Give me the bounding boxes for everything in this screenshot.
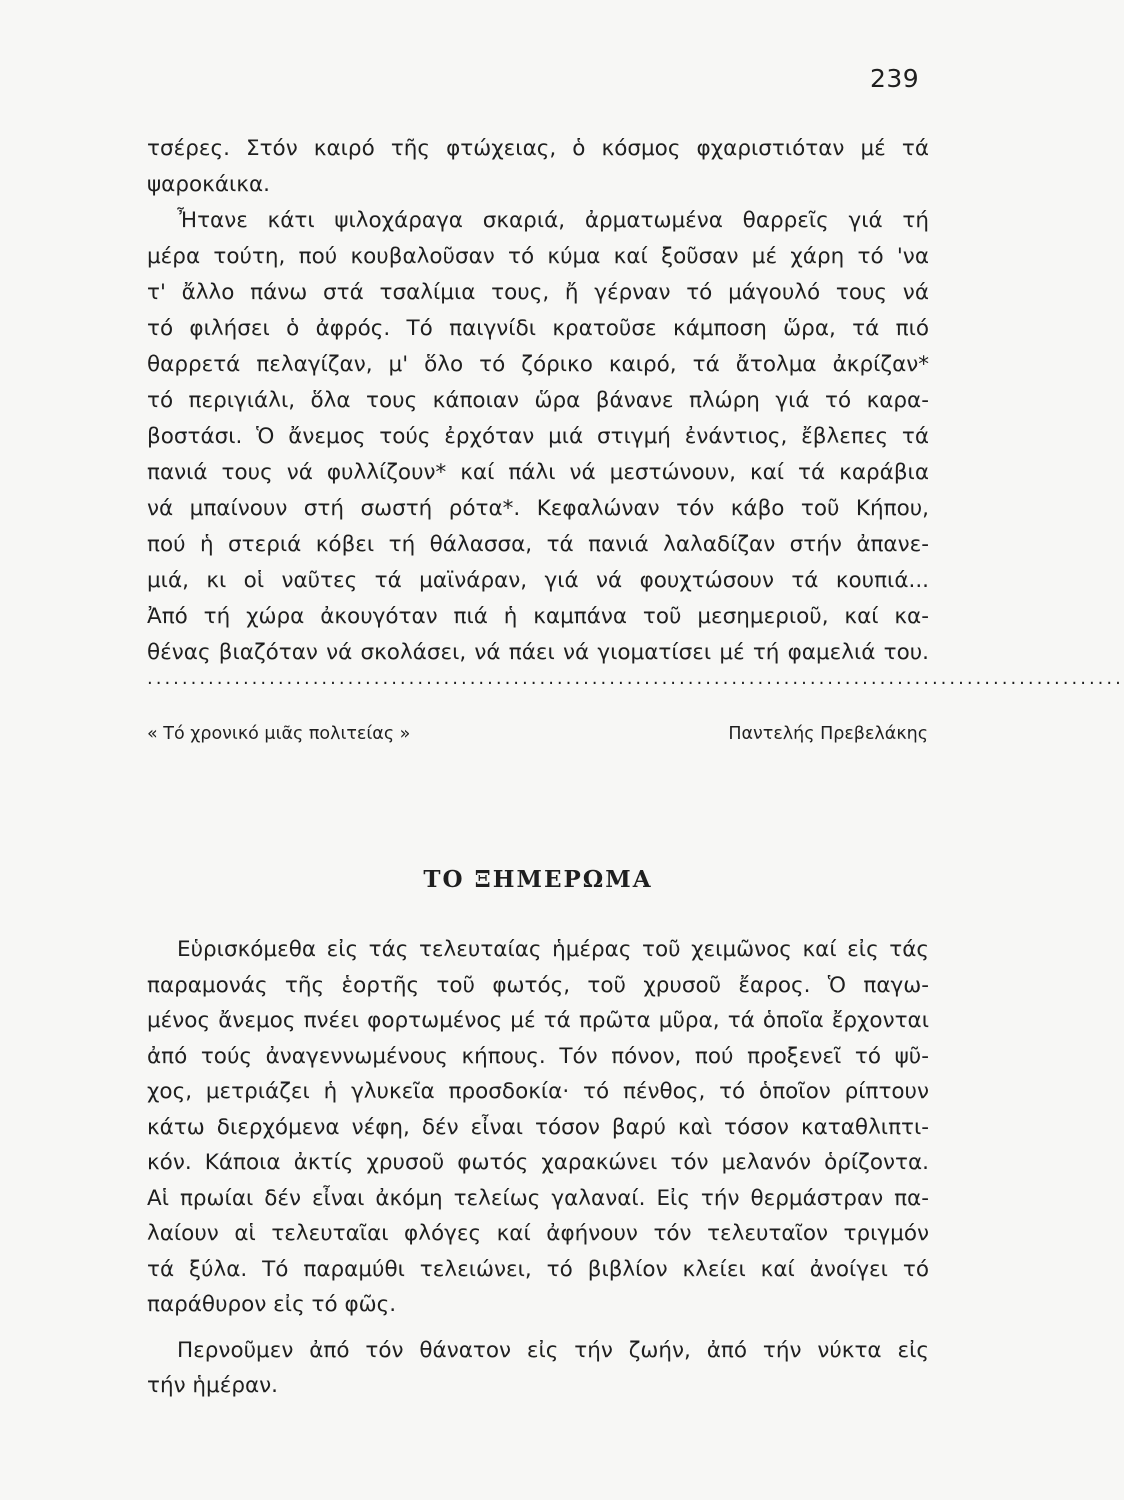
text-line: Εὑρισκόμεθα εἰς τάς τελευταίας ἡμέρας τοῦ χειμῶνος καί εἰς τάς xyxy=(177,937,929,962)
text-line: τά ξύλα. Τό παραμύθι τελειώνει, τό βιβλίον κλείει καί ἀνοίγει τό xyxy=(147,1256,929,1282)
text-line: τήν ἡμέραν. xyxy=(147,1373,279,1398)
author-name: Παντελής Πρεβελάκης xyxy=(728,724,928,744)
text-line: ἀπό τούς ἀναγεννωμένους κήπους. Τόν πόνον, πού προξενεῖ τό ψῦ- xyxy=(147,1043,929,1069)
text-line: παράθυρον εἰς τό φῶς. xyxy=(147,1292,397,1317)
text-line: θαρρετά πελαγίζαν, μ' ὅλο τό ζόρικο καιρό, τά ἄτολμα ἀκρίζαν* xyxy=(147,352,929,377)
text-line: ψαροκάικα. xyxy=(147,172,270,197)
text-line: πού ἡ στεριά κόβει τή θάλασσα, τά πανιά λαλαδίζαν στήν ἀπανε- xyxy=(147,532,929,557)
text-line: βοστάσι. Ὁ ἄνεμος τούς ἐρχόταν μιά στιγμή ἐνάντιος, ἔβλεπες τά xyxy=(147,424,929,449)
text-line: τσέρες. Στόν καιρό τῆς φτώχειας, ὁ κόσμος φχαριστιόταν μέ τά xyxy=(147,136,929,161)
section-title: ΤΟ ΞΗΜΕΡΩΜΑ xyxy=(423,866,653,893)
text-line: θένας βιαζόταν νά σκολάσει, νά πάει νά γιοματίσει μέ τή φαμελιά του. xyxy=(147,640,929,665)
text-line: μιά, κι οἱ ναῦτες τά μαϊνάραν, γιά νά φουχτώσουν τά κουπιά... xyxy=(147,568,929,593)
text-line: λαίουν αἱ τελευταῖαι φλόγες καί ἀφήνουν τόν τελευταῖον τριγμόν xyxy=(147,1221,929,1246)
text-line: μένος ἄνεμος πνέει φορτωμένος μέ τά πρῶτα μῦρα, τά ὁποῖα ἔρχονται xyxy=(147,1008,929,1033)
text-line: Ἀπό τή χώρα ἀκουγόταν πιά ἡ καμπάνα τοῦ μεσημεριοῦ, καί κα- xyxy=(147,604,929,629)
text-line: χος, μετριάζει ἡ γλυκεῖα προσδοκία· τό πένθος, τό ὁποῖον ρίπτουν xyxy=(147,1079,929,1104)
text-line: Αἱ πρωίαι δέν εἶναι ἀκόμη τελείως γαλαναί. Εἰς τήν θερμάστραν πα- xyxy=(147,1185,929,1211)
text-line: μέρα τούτη, πού κουβαλοῦσαν τό κύμα καί ξοῦσαν μέ χάρη τό 'να xyxy=(147,244,929,269)
text-line: κόν. Κάποια ἀκτίς χρυσοῦ φωτός χαρακώνει τόν μελανόν ὁρίζοντα. xyxy=(147,1150,929,1175)
passage-two xyxy=(147,932,929,1404)
ellipsis-separator: ................................................................................................................ xyxy=(147,668,1124,689)
text-line: παραμονάς τῆς ἑορτῆς τοῦ φωτός, τοῦ χρυσοῦ ἔαρος. Ὁ παγω- xyxy=(147,972,929,998)
passage-one xyxy=(147,131,929,671)
text-line: νά μπαίνουν στή σωστή ρότα*. Κεφαλώναν τόν κάβο τοῦ Κήπου, xyxy=(147,496,929,521)
paragraph-gap xyxy=(147,1323,929,1333)
text-line: πανιά τους νά φυλλίζουν* καί πάλι νά μεστώνουν, καί τά καράβια xyxy=(147,460,929,485)
text-line: τ' ἄλλο πάνω στά τσαλίμια τους, ἤ γέρναν τό μάγουλό τους νά xyxy=(147,280,929,305)
text-line: Ἦτανε κάτι ψιλοχάραγα σκαριά, ἀρματωμένα θαρρεῖς γιά τή xyxy=(177,208,929,233)
page-number: 239 xyxy=(870,64,920,93)
text-line: τό φιλήσει ὁ ἀφρός. Τό παιγνίδι κρατοῦσε κάμποση ὥρα, τά πιό xyxy=(147,316,929,341)
source-title: « Τό χρονικό μιᾶς πολιτείας » xyxy=(147,724,411,744)
text-line: κάτω διερχόμενα νέφη, δέν εἶναι τόσον βαρύ καὶ τόσον καταθλιπτι- xyxy=(147,1114,929,1140)
text-line: Περνοῦμεν ἀπό τόν θάνατον εἰς τήν ζωήν, ἀπό τήν νύκτα εἰς xyxy=(177,1337,929,1363)
text-line: τό περιγιάλι, ὅλα τους κάποιαν ὥρα βάνανε πλώρη γιά τό καρα- xyxy=(147,388,929,413)
